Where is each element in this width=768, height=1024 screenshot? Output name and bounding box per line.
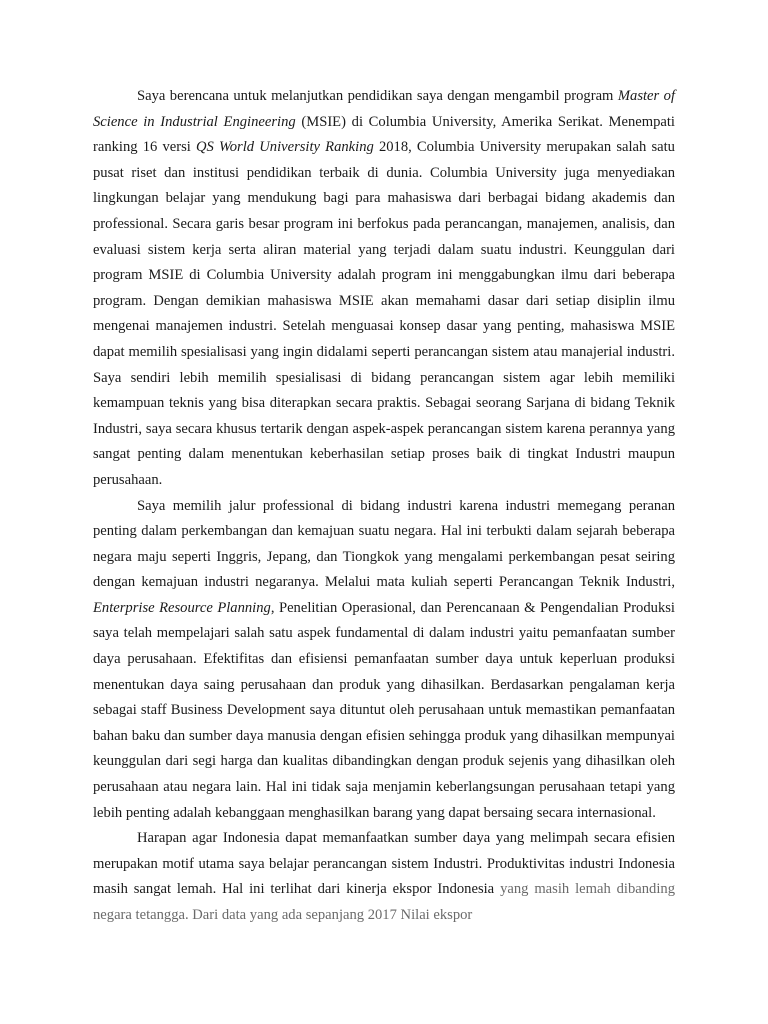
text-run: Saya berencana untuk melanjutkan pendidikan saya dengan mengambil program (137, 88, 618, 104)
text-run: 2018, Columbia University merupakan salah satu pusat riset dan institusi pendidikan terbaik di dunia. Columbia University juga menyediakan lingkungan belajar yang mendukung bagi para mahasiswa dari berbagai bidang akademis dan professional. Secara garis besar program ini berfokus pada perancangan, manajemen, analisis, dan evaluasi sistem kerja serta aliran material yang terjadi dalam suatu industri. Keunggulan dari program MSIE di Columbia University adalah program ini menggabungkan ilmu dari beberapa program. Dengan demikian mahasiswa MSIE akan memahami dasar dari setiap disiplin ilmu mengenai manajemen industri. Setelah menguasai konsep dasar yang penting, mahasiswa MSIE dapat memilih spesialisasi yang ingin didalami seperti perancangan sistem atau manajerial industri. Saya sendiri lebih memilih spesialisasi di bidang perancangan sistem agar lebih memiliki kemampuan teknis yang bisa diterapkan secara praktis. Sebagai seorang Sarjana di bidang Teknik Industri, saya secara khusus tertarik dengan aspek-aspek perancangan sistem karena perannya yang sangat penting dalam menentukan keberhasilan setiap proses baik di tingkat Industri maupun perusahaan. (93, 139, 675, 488)
text-run: , Penelitian Operasional, dan Perencanaan & Pengendalian Produksi saya telah mempelajari salah satu aspek fundamental di dalam industri yaitu pemanfaatan sumber daya perusahaan. Efektifitas dan efisiensi pemanfaatan sumber daya untuk keperluan produksi menentukan daya saing perusahaan dan produk yang dihasilkan. Berdasarkan pengalaman kerja sebagai staff Business Development saya dituntut oleh perusahaan untuk memastikan pemanfaatan bahan baku dan sumber daya manusia dengan efisien sehingga produk yang dihasilkan mempunyai keunggulan dari segi harga dan kualitas dibandingkan dengan produk sejenis yang dihasilkan oleh perusahaan atau negara lain. Hal ini tidak saja menjamin keberlangsungan perusahaan tetapi yang lebih penting adalah kebanggaan menghasilkan barang yang dapat bersaing secara internasional. (93, 599, 675, 821)
paragraph-1 (93, 84, 675, 494)
faded-text-run: yang masih lemah dibanding negara tetangga. Dari data yang ada sepanjang 2017 Nilai ekspor (93, 881, 676, 923)
paragraph-3 (93, 826, 675, 928)
italic-run: Enterprise Resource Planning (93, 599, 271, 616)
text-run: Saya memilih jalur professional di bidang industri karena industri memegang peranan penting dalam perkembangan dan kemajuan suatu negara. Hal ini terbukti dalam sejarah beberapa negara maju seperti Inggris, Jepang, dan Tiongkok yang mengalami perkembangan pesat seiring dengan kemajuan industri negaranya. Melalui mata kuliah seperti Perancangan Teknik Industri, (93, 497, 675, 591)
text-run: Harapan agar Indonesia dapat memanfaatkan sumber daya yang melimpah secara efisien merupakan motif utama saya belajar perancangan sistem Industri. Produktivitas industri Indonesia masih sangat lemah. Hal ini terlihat dari kinerja ekspor Indonesia (93, 830, 675, 898)
italic-run: Master of Science in Industrial Engineering (93, 88, 675, 130)
body-text (93, 84, 675, 929)
italic-run: QS World University Ranking (195, 139, 374, 156)
text-run: (MSIE) di Columbia University, Amerika Serikat. Menempati ranking 16 versi (93, 113, 675, 156)
paragraph-2 (93, 494, 675, 827)
